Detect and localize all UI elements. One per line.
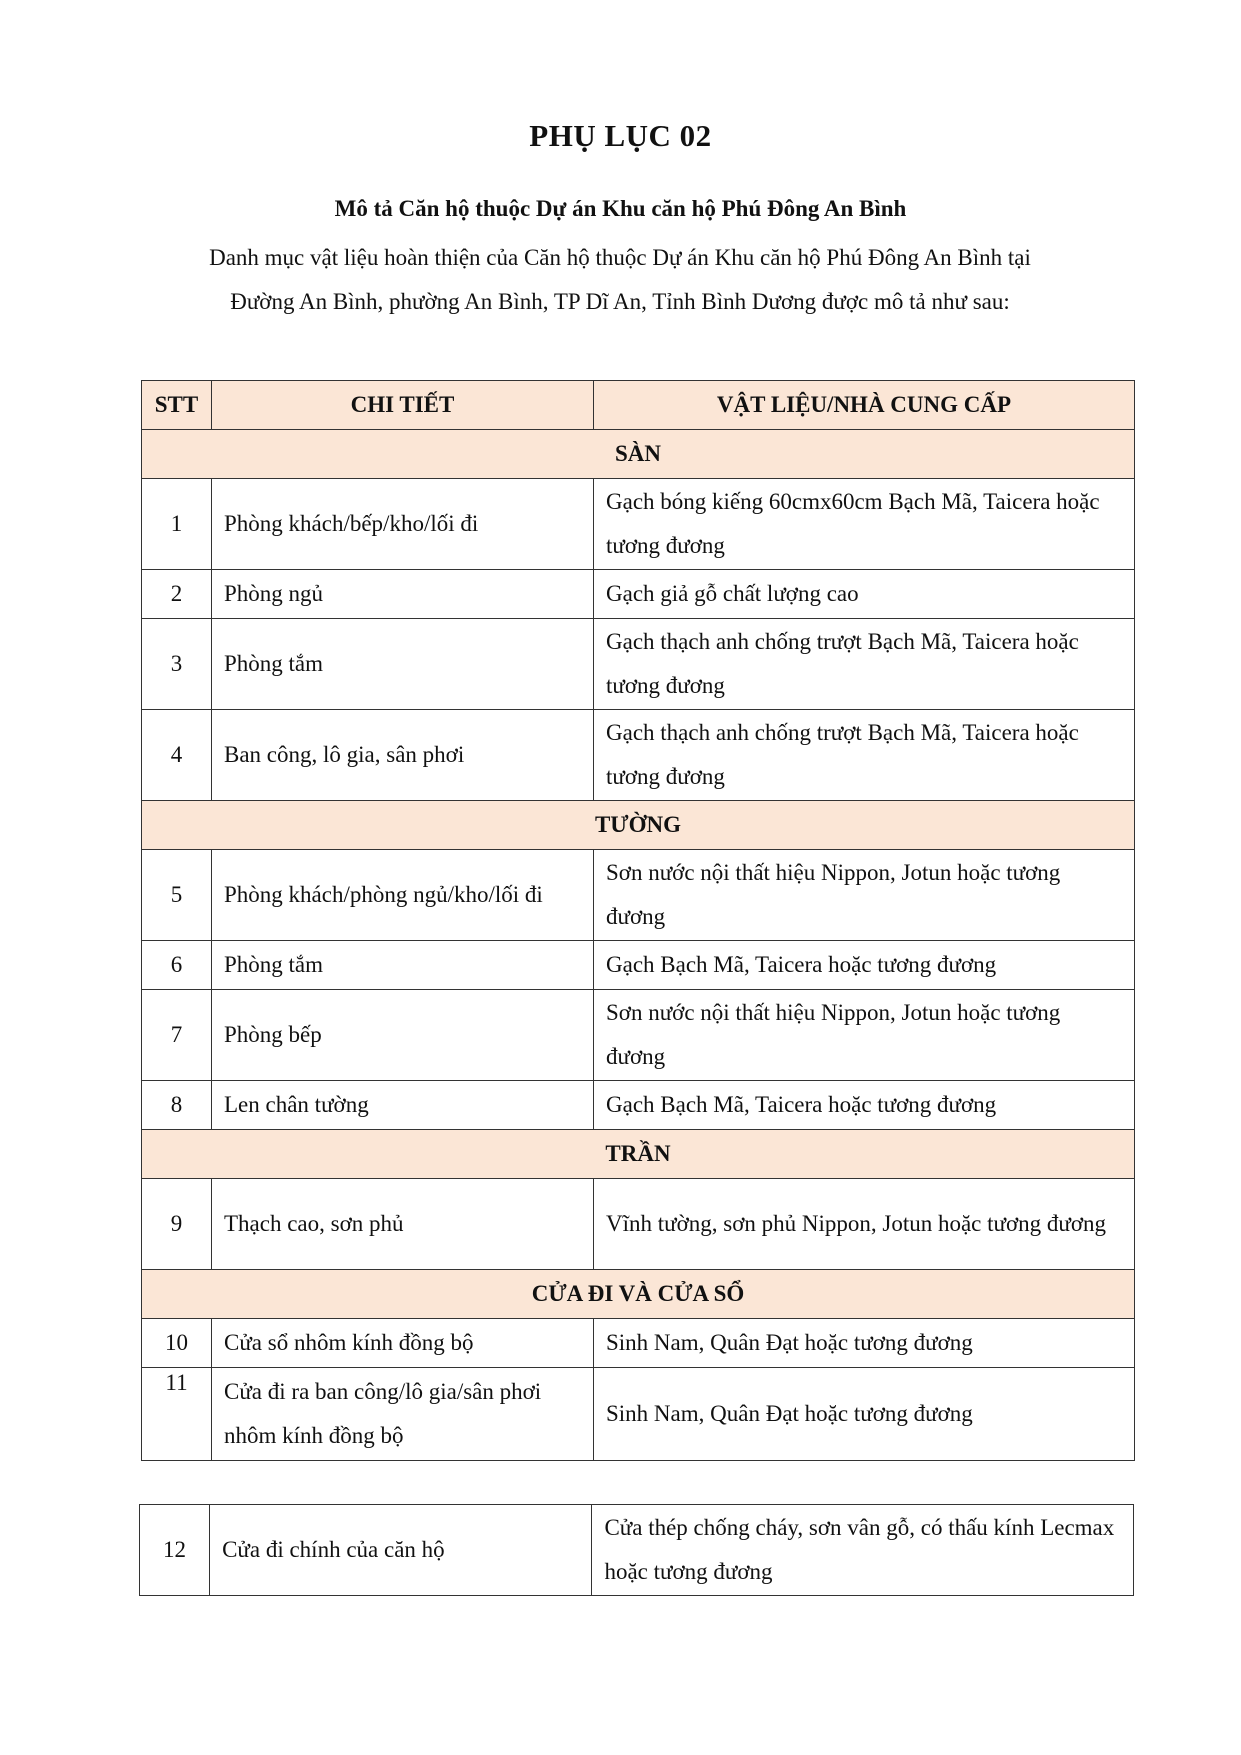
row-material: Gạch giả gỗ chất lượng cao (594, 570, 1135, 619)
table-row (142, 1368, 1135, 1461)
row-stt: 4 (142, 710, 212, 801)
row-material: Vĩnh tường, sơn phủ Nippon, Jotun hoặc tương đương (594, 1179, 1135, 1270)
section-row-doors-windows (142, 1270, 1135, 1319)
intro-paragraph (170, 236, 1070, 324)
row-material: Gạch Bạch Mã, Taicera hoặc tương đương (594, 1081, 1135, 1130)
table-row (142, 479, 1135, 570)
row-detail: Thạch cao, sơn phủ (212, 1179, 594, 1270)
table-row (142, 850, 1135, 941)
row-detail: Cửa sổ nhôm kính đồng bộ (212, 1319, 594, 1368)
section-doors-windows-label: CỬA ĐI VÀ CỬA SỔ (142, 1270, 1135, 1319)
intro-line-2: Đường An Bình, phường An Bình, TP Dĩ An, Tỉnh Bình Dương được mô tả như sau: (230, 289, 1010, 314)
row-stt: 2 (142, 570, 212, 619)
materials-table-continued (139, 1504, 1134, 1596)
row-detail: Cửa đi chính của căn hộ (210, 1505, 592, 1596)
row-material: Gạch thạch anh chống trượt Bạch Mã, Taicera hoặc tương đương (594, 710, 1135, 801)
table-row (142, 990, 1135, 1081)
row-stt: 3 (142, 619, 212, 710)
row-stt: 9 (142, 1179, 212, 1270)
table-row (142, 619, 1135, 710)
section-row-ceiling (142, 1130, 1135, 1179)
table-header-row (142, 381, 1135, 430)
row-stt: 12 (140, 1505, 210, 1596)
intro-line-1: Danh mục vật liệu hoàn thiện của Căn hộ thuộc Dự án Khu căn hộ Phú Đông An Bình tại (209, 245, 1031, 270)
row-detail: Phòng ngủ (212, 570, 594, 619)
section-row-floor (142, 430, 1135, 479)
row-stt: 11 (142, 1368, 212, 1461)
table-row (142, 1081, 1135, 1130)
row-stt: 8 (142, 1081, 212, 1130)
row-material: Gạch thạch anh chống trượt Bạch Mã, Taicera hoặc tương đương (594, 619, 1135, 710)
header-detail: CHI TIẾT (212, 381, 594, 430)
section-wall-label: TƯỜNG (142, 801, 1135, 850)
table-row (140, 1505, 1134, 1596)
row-detail: Phòng khách/bếp/kho/lối đi (212, 479, 594, 570)
table-row (142, 941, 1135, 990)
row-detail: Len chân tường (212, 1081, 594, 1130)
table-row (142, 710, 1135, 801)
row-material: Sơn nước nội thất hiệu Nippon, Jotun hoặc tương đương (594, 990, 1135, 1081)
header-stt: STT (142, 381, 212, 430)
row-detail: Phòng tắm (212, 941, 594, 990)
row-material: Cửa thép chống cháy, sơn vân gỗ, có thấu kính Lecmax hoặc tương đương (592, 1505, 1134, 1596)
row-material: Sinh Nam, Quân Đạt hoặc tương đương (594, 1319, 1135, 1368)
section-row-wall (142, 801, 1135, 850)
row-stt: 7 (142, 990, 212, 1081)
header-material: VẬT LIỆU/NHÀ CUNG CẤP (594, 381, 1135, 430)
row-material: Gạch Bạch Mã, Taicera hoặc tương đương (594, 941, 1135, 990)
table-row (142, 1319, 1135, 1368)
page-title: PHỤ LỤC 02 (529, 118, 712, 153)
row-detail: Phòng khách/phòng ngủ/kho/lối đi (212, 850, 594, 941)
row-detail: Phòng bếp (212, 990, 594, 1081)
row-stt: 10 (142, 1319, 212, 1368)
row-detail: Cửa đi ra ban công/lô gia/sân phơi nhôm kính đồng bộ (212, 1368, 594, 1461)
row-stt: 1 (142, 479, 212, 570)
section-floor-label: SÀN (142, 430, 1135, 479)
table-row (142, 1179, 1135, 1270)
page-subtitle: Mô tả Căn hộ thuộc Dự án Khu căn hộ Phú Đông An Bình (334, 196, 907, 221)
row-material: Sơn nước nội thất hiệu Nippon, Jotun hoặc tương đương (594, 850, 1135, 941)
section-ceiling-label: TRẦN (142, 1130, 1135, 1179)
row-material: Gạch bóng kiếng 60cmx60cm Bạch Mã, Taicera hoặc tương đương (594, 479, 1135, 570)
row-stt: 5 (142, 850, 212, 941)
row-material: Sinh Nam, Quân Đạt hoặc tương đương (594, 1368, 1135, 1461)
materials-table (141, 380, 1135, 1461)
table-row (142, 570, 1135, 619)
row-detail: Phòng tắm (212, 619, 594, 710)
row-detail: Ban công, lô gia, sân phơi (212, 710, 594, 801)
row-stt: 6 (142, 941, 212, 990)
